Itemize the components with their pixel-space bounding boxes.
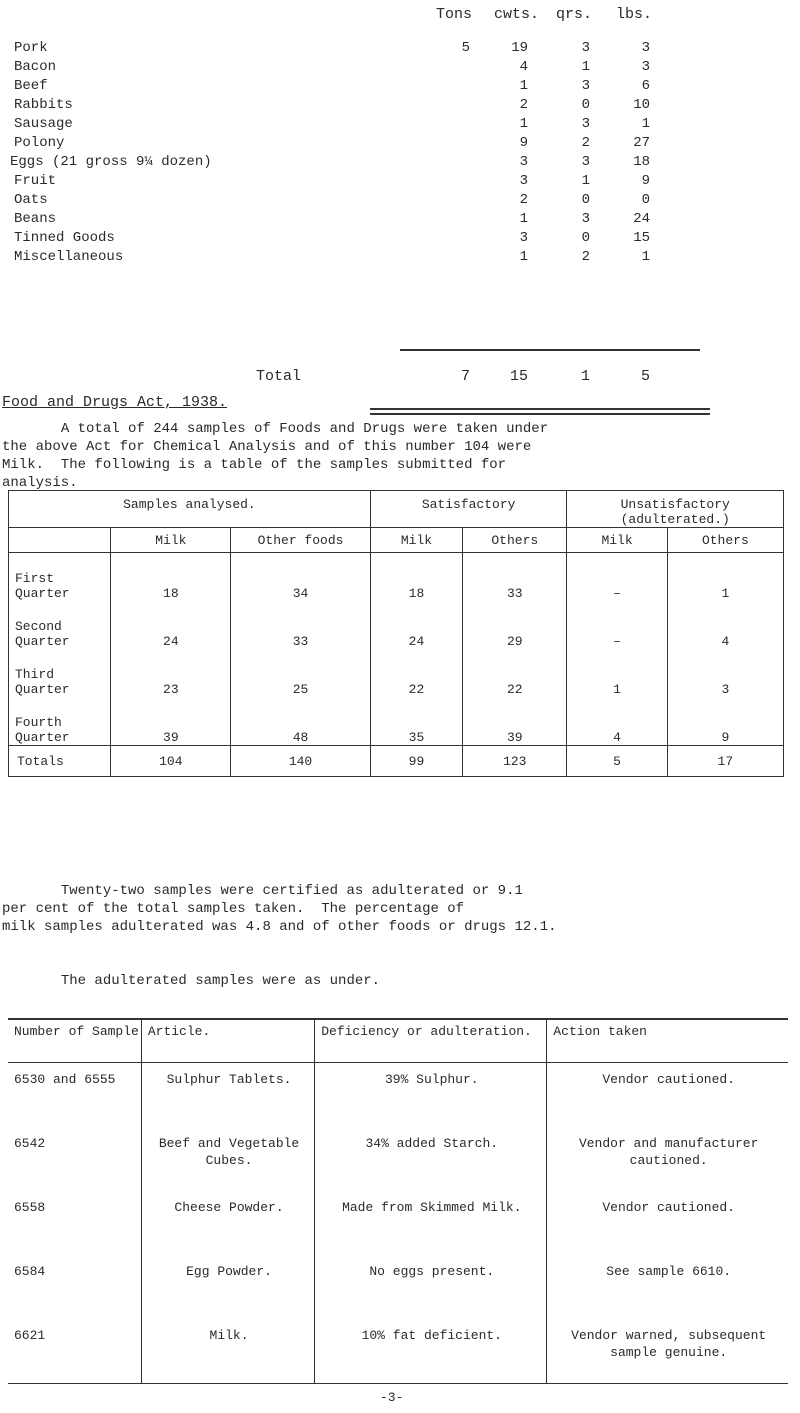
- sub-header: Milk: [567, 528, 667, 553]
- action-taken: See sample 6610.: [547, 1255, 788, 1319]
- summary-value: 27: [633, 135, 650, 151]
- summary-value: 1: [519, 116, 528, 132]
- summary-column-header: lbs.: [616, 6, 653, 23]
- sample-number: 6558: [14, 1200, 46, 1215]
- action-taken: Vendor cautioned.: [547, 1063, 788, 1128]
- sub-header: Milk: [111, 528, 231, 553]
- totals-label: Totals: [9, 746, 111, 777]
- sub-header: Other foods: [231, 528, 371, 553]
- summary-value: 3: [519, 154, 528, 170]
- article: Sulphur Tablets.: [141, 1063, 314, 1128]
- summary-row-label: Rabbits: [14, 97, 73, 113]
- summary-value: 1: [581, 173, 590, 189]
- table-row: [8, 1063, 788, 1128]
- total-value: 15: [509, 368, 528, 385]
- total-cell: 99: [370, 746, 462, 777]
- table-cell: 1: [567, 649, 667, 697]
- summary-row-label: Sausage: [14, 116, 73, 132]
- table-cell: 25: [231, 649, 371, 697]
- table-cell: 35: [370, 697, 462, 746]
- sample-number: 6621: [14, 1328, 46, 1343]
- summary-row-label: Fruit: [14, 173, 57, 189]
- sample-number: 6530 and 6555: [14, 1072, 116, 1087]
- summary-value: 9: [519, 135, 528, 151]
- summary-row-label: Oats: [14, 192, 48, 208]
- summary-value: 2: [581, 249, 590, 265]
- deficiency: 39% Sulphur.: [315, 1063, 547, 1128]
- table-cell: 22: [370, 649, 462, 697]
- summary-value: 3: [519, 230, 528, 246]
- summary-value: 0: [581, 192, 590, 208]
- page-number: -3-: [380, 1390, 404, 1405]
- analysis-table: [8, 490, 784, 777]
- sample-number: 6542: [14, 1136, 46, 1151]
- table-cell: 3: [667, 649, 783, 697]
- table-cell: 39: [463, 697, 567, 746]
- total-cell: 104: [111, 746, 231, 777]
- total-value: 1: [580, 368, 590, 385]
- deficiency: No eggs present.: [315, 1255, 547, 1319]
- group-header-satisfactory: Satisfactory: [370, 491, 567, 528]
- table-cell: 23: [111, 649, 231, 697]
- table-row: [8, 1191, 788, 1255]
- summary-row-label: Miscellaneous: [14, 249, 124, 265]
- table-cell: 18: [111, 553, 231, 602]
- summary-row-label: Tinned Goods: [14, 230, 115, 246]
- table-cell: 39: [111, 697, 231, 746]
- summary-value: 3: [581, 40, 590, 56]
- summary-value: 0: [641, 192, 650, 208]
- adulterated-intro: The adulterated samples were as under.: [2, 973, 381, 989]
- summary-row-label: Bacon: [14, 59, 57, 75]
- total-value: 5: [640, 368, 650, 385]
- action-taken: Vendor warned, subsequent sample genuine.: [547, 1319, 788, 1384]
- col-header-article: Article.: [141, 1019, 314, 1063]
- summary-value: 2: [519, 97, 528, 113]
- summary-column-header: qrs.: [556, 6, 593, 23]
- table-row: [9, 553, 784, 602]
- action-taken: Vendor cautioned.: [547, 1191, 788, 1255]
- sub-header: Others: [667, 528, 783, 553]
- table-cell: –: [567, 601, 667, 649]
- col-header-action: Action taken: [547, 1019, 788, 1063]
- table-cell: 33: [231, 601, 371, 649]
- table-cell: 9: [667, 697, 783, 746]
- summary-value: 10: [633, 97, 650, 113]
- summary-value: 0: [581, 97, 590, 113]
- total-cell: 17: [667, 746, 783, 777]
- summary-value: 1: [641, 249, 650, 265]
- table-row: [9, 697, 784, 746]
- summary-value: 2: [519, 192, 528, 208]
- total-label: Total: [256, 368, 302, 385]
- quarter-label: Third Quarter: [9, 649, 111, 697]
- summary-value: 1: [519, 249, 528, 265]
- sub-header: Others: [463, 528, 567, 553]
- table-row: [8, 1319, 788, 1384]
- summary-value: 3: [581, 154, 590, 170]
- table-cell: 18: [370, 553, 462, 602]
- group-header-unsatisfactory: Unsatisfactory (adulterated.): [567, 491, 784, 528]
- summary-value: 3: [641, 59, 650, 75]
- table-cell: 4: [667, 601, 783, 649]
- total-cell: 140: [231, 746, 371, 777]
- quarter-label: First Quarter: [9, 553, 111, 602]
- table-cell: 48: [231, 697, 371, 746]
- total-rule-bottom-1: [370, 408, 710, 410]
- article: Milk.: [141, 1319, 314, 1384]
- summary-value: 0: [581, 230, 590, 246]
- action-taken: Vendor and manufacturer cautioned.: [547, 1127, 788, 1191]
- summary-value: 24: [633, 211, 650, 227]
- summary-row-label: Pork: [14, 40, 48, 56]
- summary-value: 3: [641, 40, 650, 56]
- article: Cheese Powder.: [141, 1191, 314, 1255]
- total-rule-bottom-2: [370, 413, 710, 415]
- table-row: [9, 601, 784, 649]
- col-header-deficiency: Deficiency or adulteration.: [315, 1019, 547, 1063]
- table-cell: 24: [111, 601, 231, 649]
- summary-row-label: Beef: [14, 78, 48, 94]
- quarter-label: Second Quarter: [9, 601, 111, 649]
- summary-value: 15: [633, 230, 650, 246]
- summary-value: 19: [511, 40, 528, 56]
- summary-value: 9: [641, 173, 650, 189]
- summary-row-label: Eggs (21 gross 9¼ dozen): [10, 154, 212, 170]
- summary-row-label: Polony: [14, 135, 65, 151]
- table-cell: –: [567, 553, 667, 602]
- quarter-label: Fourth Quarter: [9, 697, 111, 746]
- sample-number: 6584: [14, 1264, 46, 1279]
- table-cell: 22: [463, 649, 567, 697]
- table-row: [9, 649, 784, 697]
- table-cell: 24: [370, 601, 462, 649]
- table-cell: 1: [667, 553, 783, 602]
- summary-value: 1: [519, 78, 528, 94]
- summary-value: 3: [519, 173, 528, 189]
- total-cell: 5: [567, 746, 667, 777]
- summary-value: 3: [581, 78, 590, 94]
- intro-paragraph: A total of 244 samples of Foods and Drugs were taken under the above Act for Chemical Analysis and of this number 104 were Milk. The following is a table of the samples submitted for analysis.: [2, 421, 549, 491]
- summary-value: 2: [581, 135, 590, 151]
- summary-value: 5: [461, 40, 470, 56]
- sub-header-blank: [9, 528, 111, 553]
- summary-value: 1: [519, 211, 528, 227]
- table-cell: 33: [463, 553, 567, 602]
- summary-value: 18: [633, 154, 650, 170]
- article: Egg Powder.: [141, 1255, 314, 1319]
- table-row: [8, 1127, 788, 1191]
- summary-column-header: cwts.: [494, 6, 540, 23]
- deficiency: 34% added Starch.: [315, 1127, 547, 1191]
- summary-value: 6: [641, 78, 650, 94]
- deficiency: Made from Skimmed Milk.: [315, 1191, 547, 1255]
- total-value: 7: [460, 368, 470, 385]
- summary-value: 1: [641, 116, 650, 132]
- summary-column-header: Tons: [436, 6, 473, 23]
- adulteration-paragraph: Twenty-two samples were certified as adulterated or 9.1 per cent of the total samples taken. The percentage of milk samples adulterated was 4.8 and of other foods or drugs 12.1.: [2, 883, 557, 935]
- summary-value: 1: [581, 59, 590, 75]
- summary-row-label: Beans: [14, 211, 57, 227]
- sub-header: Milk: [370, 528, 462, 553]
- total-cell: 123: [463, 746, 567, 777]
- article: Beef and Vegetable Cubes.: [141, 1127, 314, 1191]
- col-header-number: Number of Sample: [8, 1019, 141, 1063]
- table-cell: 4: [567, 697, 667, 746]
- summary-value: 4: [519, 59, 528, 75]
- table-row: [8, 1255, 788, 1319]
- total-rule-top: [400, 349, 700, 351]
- table-cell: 29: [463, 601, 567, 649]
- adulterated-samples-table: [8, 1018, 788, 1384]
- table-cell: 34: [231, 553, 371, 602]
- group-header-samples: Samples analysed.: [9, 491, 371, 528]
- summary-value: 3: [581, 211, 590, 227]
- deficiency: 10% fat deficient.: [315, 1319, 547, 1384]
- section-heading: Food and Drugs Act, 1938.: [2, 394, 228, 411]
- summary-value: 3: [581, 116, 590, 132]
